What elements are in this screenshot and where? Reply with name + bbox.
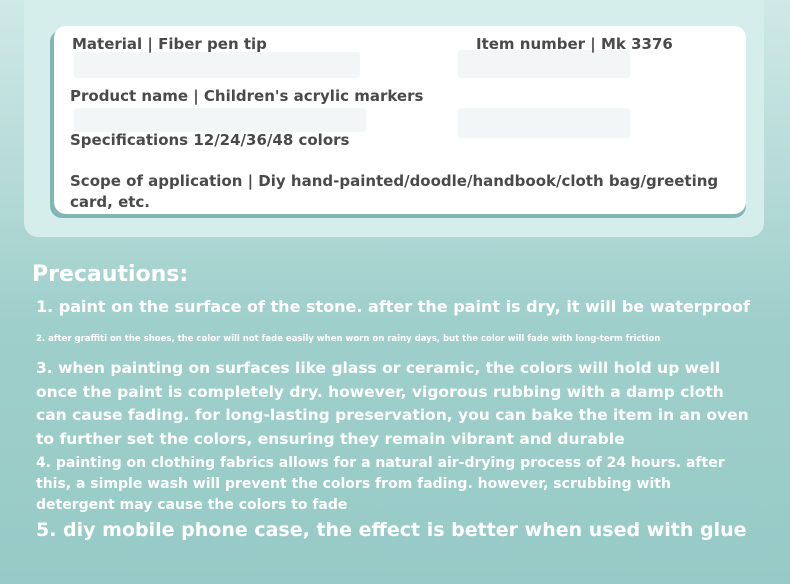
precaution-item-2: 2. after graffiti on the shoes, the color will not fade easily when worn on rainy days, but the color will fade with long-term friction — [36, 334, 661, 344]
precaution-item-3: 3. when painting on surfaces like glass or ceramic, the colors will hold up well once the paint is completely dry. however, vigorous rubbing with a damp cloth can cause fading. for long-lasting preservation, you can bake the item in an oven to further set the colors, ensuring they remain vibrant and durable — [36, 359, 749, 448]
faded-background-text-block — [74, 108, 366, 132]
specifications-field: Specifications 12/24/36/48 colors — [70, 131, 350, 149]
product-name-field: Product name | Children's acrylic markers — [70, 87, 424, 105]
scope-field: Scope of application | Diy hand-painted/doodle/handbook/cloth bag/greeting card, etc. — [70, 172, 719, 211]
precaution-item-5: 5. diy mobile phone case, the effect is better when used with glue — [36, 519, 747, 541]
faded-background-text-block — [458, 108, 630, 138]
precaution-item-1: 1. paint on the surface of the stone. after the paint is dry, it will be waterproof — [36, 297, 750, 316]
faded-background-text-block — [74, 52, 360, 78]
precautions-heading: Precautions: — [32, 262, 189, 287]
item-number-field: Item number | Mk 3376 — [476, 35, 673, 53]
precaution-item-4: 4. painting on clothing fabrics allows for a natural air-drying process of 24 hours. after this, a simple wash will prevent the colors from fading. however, scrubbing with detergent may cause the colors to fade — [36, 455, 725, 513]
material-field: Material | Fiber pen tip — [72, 35, 267, 53]
